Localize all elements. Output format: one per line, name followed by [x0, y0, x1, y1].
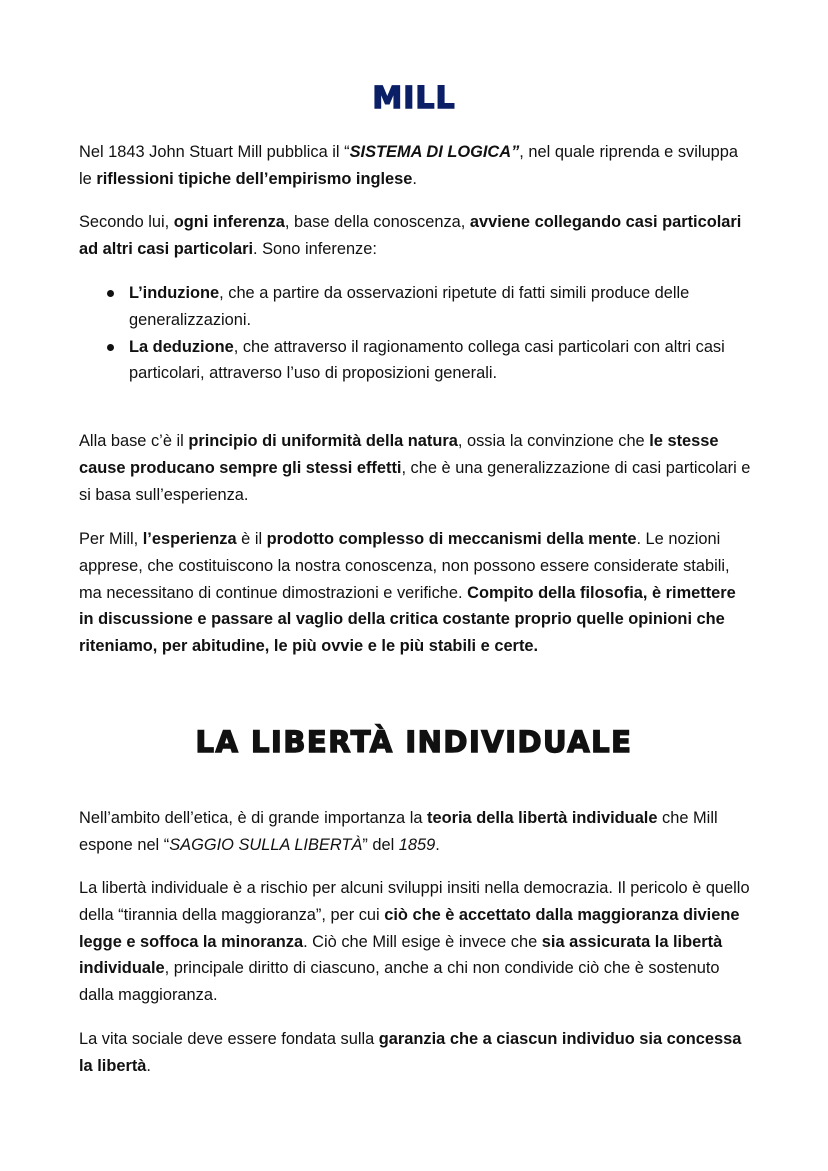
- text: Secondo lui,: [79, 213, 174, 231]
- paragraph-democrazia: [79, 875, 754, 1009]
- text: , nel quale riprenda e sviluppa le: [79, 143, 738, 188]
- text: Alla base c’è il: [79, 432, 189, 450]
- bold-text: ogni inferenza: [173, 213, 285, 231]
- bold-text: garanzia che a ciascun individuo sia concessa la libertà: [79, 1030, 742, 1075]
- text: Nell’ambito dell’etica, è di grande importanza la: [79, 809, 428, 827]
- list-item: [79, 280, 754, 334]
- bold-text: principio di uniformità della natura: [188, 432, 458, 450]
- text: è il: [236, 530, 267, 548]
- bullet-icon: [107, 344, 114, 351]
- text: . Sono inferenze:: [253, 239, 377, 258]
- bullet-icon: [107, 290, 114, 297]
- year: 1859: [398, 835, 436, 854]
- text: .: [435, 835, 440, 854]
- text: .: [412, 169, 417, 188]
- bold-text: ciò che è accettato dalla maggioranza diviene legge e soffoca la minoranza: [79, 905, 740, 951]
- bold-text: prodotto complesso di meccanismi della mente: [266, 530, 637, 548]
- text: , che è una generalizzazione di casi particolari e si basa sull’esperienza.: [79, 458, 751, 504]
- text: ” del: [362, 835, 399, 854]
- paragraph-uniformita: [79, 428, 754, 508]
- paragraph-esperienza: [79, 526, 754, 660]
- text: . Le nozioni apprese, che costituiscono la nostra conoscenza, non possono essere considerate stabili, ma necessitano di continue dimostrazioni e verifiche.: [79, 530, 730, 602]
- bold-text: Compito della filosofia, è rimettere in discussione e passare al vaglio della critica costante proprio quelle opinioni che riteniamo, per abitudine, le più ovvie e le più stabili e certe.: [79, 583, 736, 656]
- page-title: MILL: [372, 81, 456, 116]
- text: , che a partire da osservazioni ripetute di fatti simili produce delle generalizzazioni.: [129, 284, 690, 329]
- book-title: SAGGIO SULLA LIBERTÀ: [169, 835, 363, 854]
- text: Nel 1843 John Stuart Mill pubblica il “: [79, 143, 350, 161]
- text: , che attraverso il ragionamento collega casi particolari con altri casi particolari, attraverso l’uso di proposizioni generali.: [129, 337, 725, 383]
- bold-text: l’esperienza: [142, 530, 237, 548]
- list-item: [79, 334, 754, 388]
- inference-list: [79, 280, 754, 387]
- text: La libertà individuale è a rischio per alcuni sviluppi insiti nella democrazia. Il pericolo è quello della “tirannia della maggioranza”, per cui: [79, 879, 750, 924]
- text: . Ciò che Mill esige è invece che: [303, 932, 542, 951]
- text: , ossia la convinzione che: [457, 432, 650, 450]
- bold-text: sia assicurata la libertà individuale: [79, 932, 723, 978]
- bold-text: teoria della libertà individuale: [427, 809, 658, 827]
- bold-text: avviene collegando casi particolari ad altri casi particolari: [79, 213, 742, 258]
- paragraph-intro: [79, 139, 754, 193]
- paragraph-vita-sociale: [79, 1026, 754, 1080]
- bold-text: La deduzione: [129, 337, 234, 356]
- bold-text: riflessioni tipiche dell’empirismo inglese: [96, 169, 413, 188]
- bold-text: L’induzione: [129, 284, 220, 302]
- book-title: SISTEMA DI LOGICA”: [349, 143, 520, 161]
- text: , base della conoscenza,: [284, 213, 470, 231]
- paragraph-etica: [79, 805, 754, 859]
- text: Per Mill,: [79, 530, 143, 548]
- text: La vita sociale deve essere fondata sulla: [79, 1030, 379, 1048]
- bold-text: le stesse cause producano sempre gli stessi effetti: [79, 432, 719, 477]
- text: che Mill espone nel “: [79, 809, 718, 854]
- section-title: LA LIBERTÀ INDIVIDUALE: [195, 725, 633, 759]
- text: , principale diritto di ciascuno, anche a chi non condivide ciò che è sostenuto dalla maggioranza.: [79, 959, 720, 1005]
- text: .: [146, 1056, 151, 1075]
- paragraph-inferenza: [79, 209, 754, 263]
